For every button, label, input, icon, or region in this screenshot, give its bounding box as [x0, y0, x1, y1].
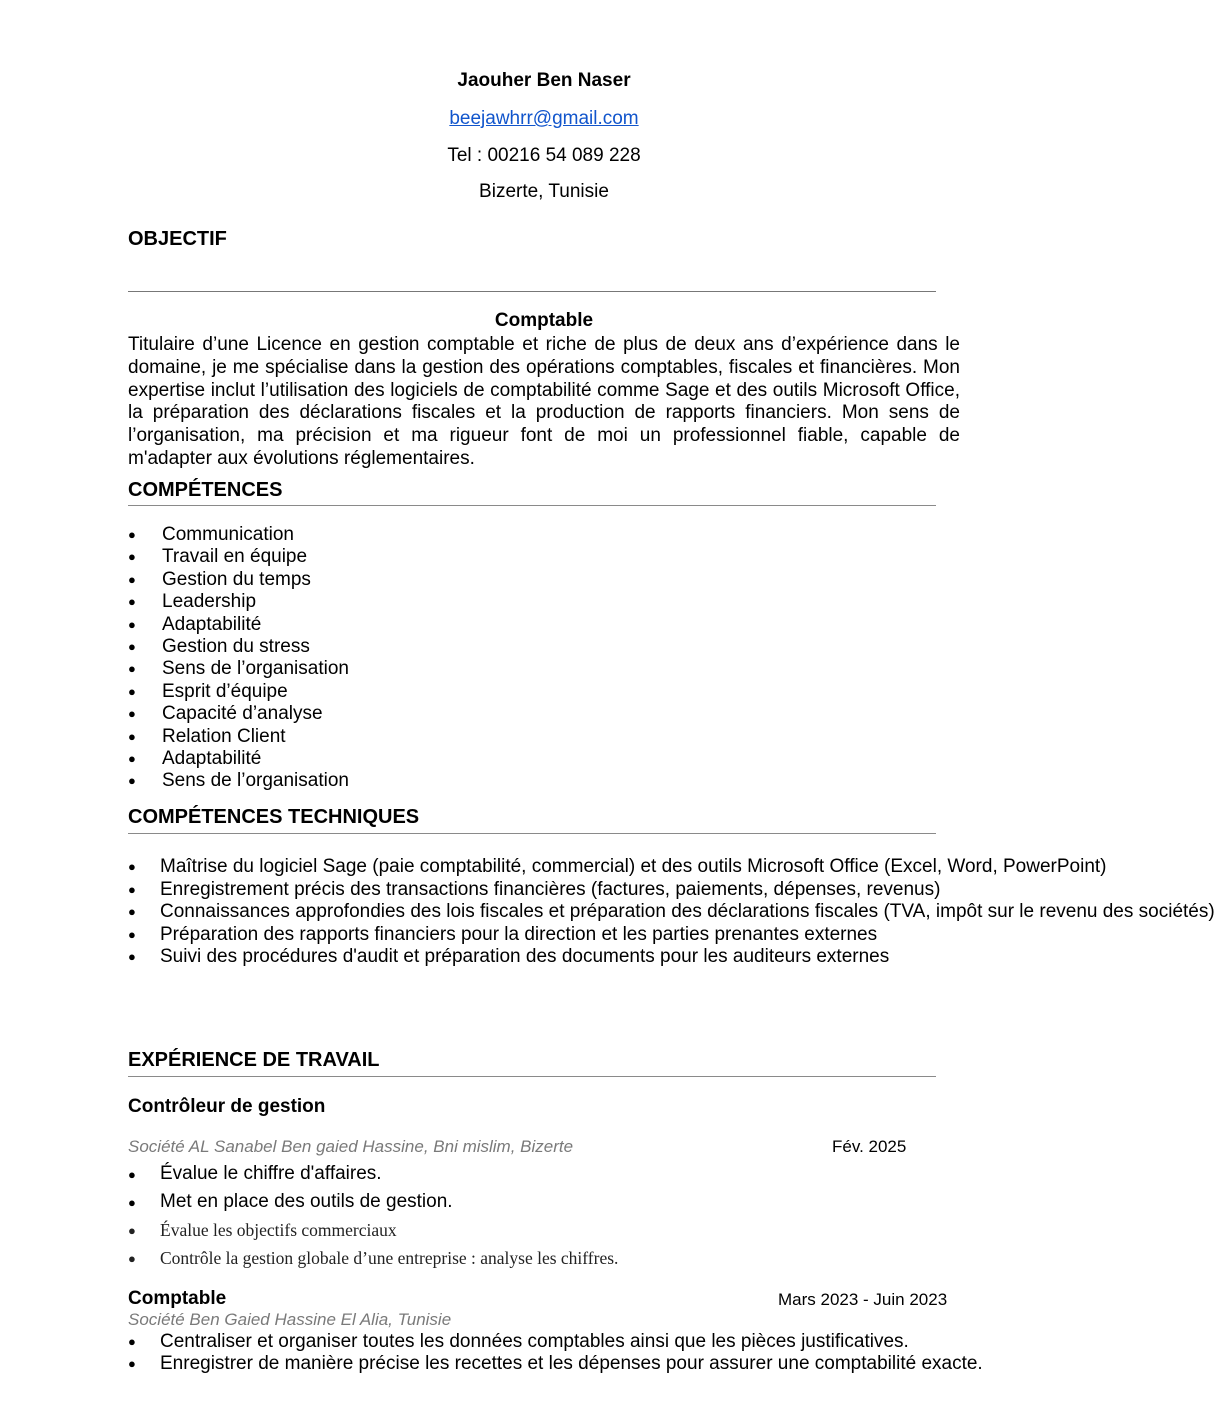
- bullet-icon: ●: [128, 571, 136, 587]
- job-tasks: [128, 1331, 983, 1375]
- objectif-heading: OBJECTIF: [128, 228, 227, 250]
- bullet-icon: ●: [128, 527, 136, 542]
- list-item: ● Relation Client: [128, 725, 286, 747]
- competences-techniques-list: [128, 856, 1215, 969]
- competences-divider: [128, 505, 936, 506]
- list-item: ● Centraliser et organiser toutes les données comptables ainsi que les pièces justificatives.: [128, 1331, 909, 1352]
- list-item: ● Connaissances approfondies des lois fiscales et préparation des déclarations fiscales (TVA, impôt sur le revenu des sociétés): [128, 901, 1215, 923]
- list-item: ● Adaptabilité: [128, 613, 262, 635]
- bullet-icon: ●: [128, 638, 136, 654]
- bullet-icon: ●: [128, 926, 136, 942]
- list-item: ● Contrôle la gestion globale d’une entreprise : analyse les chiffres.: [128, 1248, 619, 1268]
- email-link[interactable]: beejawhrr@gmail.com: [449, 108, 639, 129]
- list-item: ● Sens de l’organisation: [128, 770, 349, 792]
- list-item: ● Adaptabilité: [128, 747, 262, 769]
- bullet-icon: ●: [128, 616, 136, 632]
- competences-heading: COMPÉTENCES: [128, 479, 283, 501]
- bullet-icon: ●: [128, 728, 136, 744]
- email-wrapper: [0, 108, 1088, 130]
- job-date: Fév. 2025: [832, 1137, 907, 1156]
- objectif-subtitle: Comptable: [494, 310, 594, 331]
- list-item: ● Enregistrement précis des transactions financières (factures, paiements, dépenses, revenus): [128, 878, 941, 900]
- bullet-icon: ●: [128, 750, 136, 766]
- list-item: ● Enregistrer de manière précise les recettes et les dépenses pour assurer une comptabilité exacte.: [128, 1353, 983, 1374]
- list-item: ● Évalue le chiffre d'affaires.: [128, 1163, 382, 1184]
- bullet-icon: ●: [128, 549, 136, 565]
- candidate-name: Jaouher Ben Naser: [457, 70, 631, 91]
- bullet-icon: ●: [128, 1167, 136, 1182]
- bullet-icon: ●: [128, 859, 136, 874]
- list-item: ● Préparation des rapports financiers pour la direction et les parties prenantes externes: [128, 923, 878, 945]
- list-item: ● Maîtrise du logiciel Sage (paie comptabilité, commercial) et des outils Microsoft Office (Excel, Word, PowerPoint): [128, 856, 1107, 877]
- list-item: ● Met en place des outils de gestion.: [128, 1191, 453, 1212]
- bullet-icon: ●: [128, 1356, 136, 1371]
- list-item: ● Travail en équipe: [128, 546, 308, 568]
- competences-list: [128, 524, 349, 793]
- job-tasks: [128, 1163, 618, 1275]
- bullet-icon: ●: [128, 683, 136, 699]
- bullet-icon: ●: [128, 881, 136, 897]
- location: Bizerte, Tunisie: [479, 181, 609, 202]
- bullet-icon: ●: [128, 706, 136, 722]
- list-item: ● Sens de l’organisation: [128, 658, 349, 680]
- bullet-icon: ●: [128, 773, 136, 789]
- bullet-icon: ●: [128, 1334, 136, 1349]
- bullet-icon: ●: [128, 1251, 136, 1266]
- job-title: Comptable: [128, 1288, 227, 1309]
- job-company: Société Ben Gaied Hassine El Alia, Tunisie: [128, 1310, 452, 1329]
- list-item: ● Esprit d’équipe: [128, 680, 288, 702]
- bullet-icon: ●: [128, 1195, 136, 1210]
- experience-divider: [128, 1076, 936, 1077]
- bullet-icon: ●: [128, 949, 136, 965]
- objectif-divider: [128, 291, 936, 292]
- list-item: ● Évalue les objectifs commerciaux: [128, 1220, 397, 1240]
- job-company: Société AL Sanabel Ben gaied Hassine, Bni mislim, Bizerte: [128, 1137, 574, 1156]
- competences-techniques-divider: [128, 833, 936, 834]
- list-item: ● Leadership: [128, 591, 257, 613]
- bullet-icon: ●: [128, 661, 136, 677]
- list-item: ● Gestion du temps: [128, 568, 311, 590]
- competences-techniques-heading: COMPÉTENCES TECHNIQUES: [128, 806, 420, 828]
- bullet-icon: ●: [128, 594, 136, 610]
- phone: Tel : 00216 54 089 228: [447, 145, 641, 166]
- bullet-icon: ●: [128, 904, 136, 920]
- objectif-text: Titulaire d’une Licence en gestion comptable et riche de plus de deux ans d’expérience dans le domaine, je me spécialise dans la gestion des opérations comptables, fiscales et financières. Mon expertise inclut l’utilisation des logiciels de comptabilité comme Sage et des outils Microsoft Office, la préparation des déclarations fiscales et la production de rapports financiers. Mon sens de l’organisation, ma précision et ma rigueur font de moi un professionnel fiable, capable de m'adapter aux évolutions réglementaires.: [128, 334, 960, 469]
- list-item: ● Communication: [128, 524, 294, 545]
- job-date: Mars 2023 - Juin 2023: [778, 1290, 948, 1309]
- list-item: ● Suivi des procédures d'audit et préparation des documents pour les auditeurs externes: [128, 946, 890, 968]
- job-title: Contrôleur de gestion: [128, 1096, 326, 1117]
- bullet-icon: ●: [128, 1223, 136, 1238]
- list-item: ● Capacité d’analyse: [128, 703, 323, 725]
- list-item: ● Gestion du stress: [128, 635, 310, 657]
- experience-heading: EXPÉRIENCE DE TRAVAIL: [128, 1049, 380, 1071]
